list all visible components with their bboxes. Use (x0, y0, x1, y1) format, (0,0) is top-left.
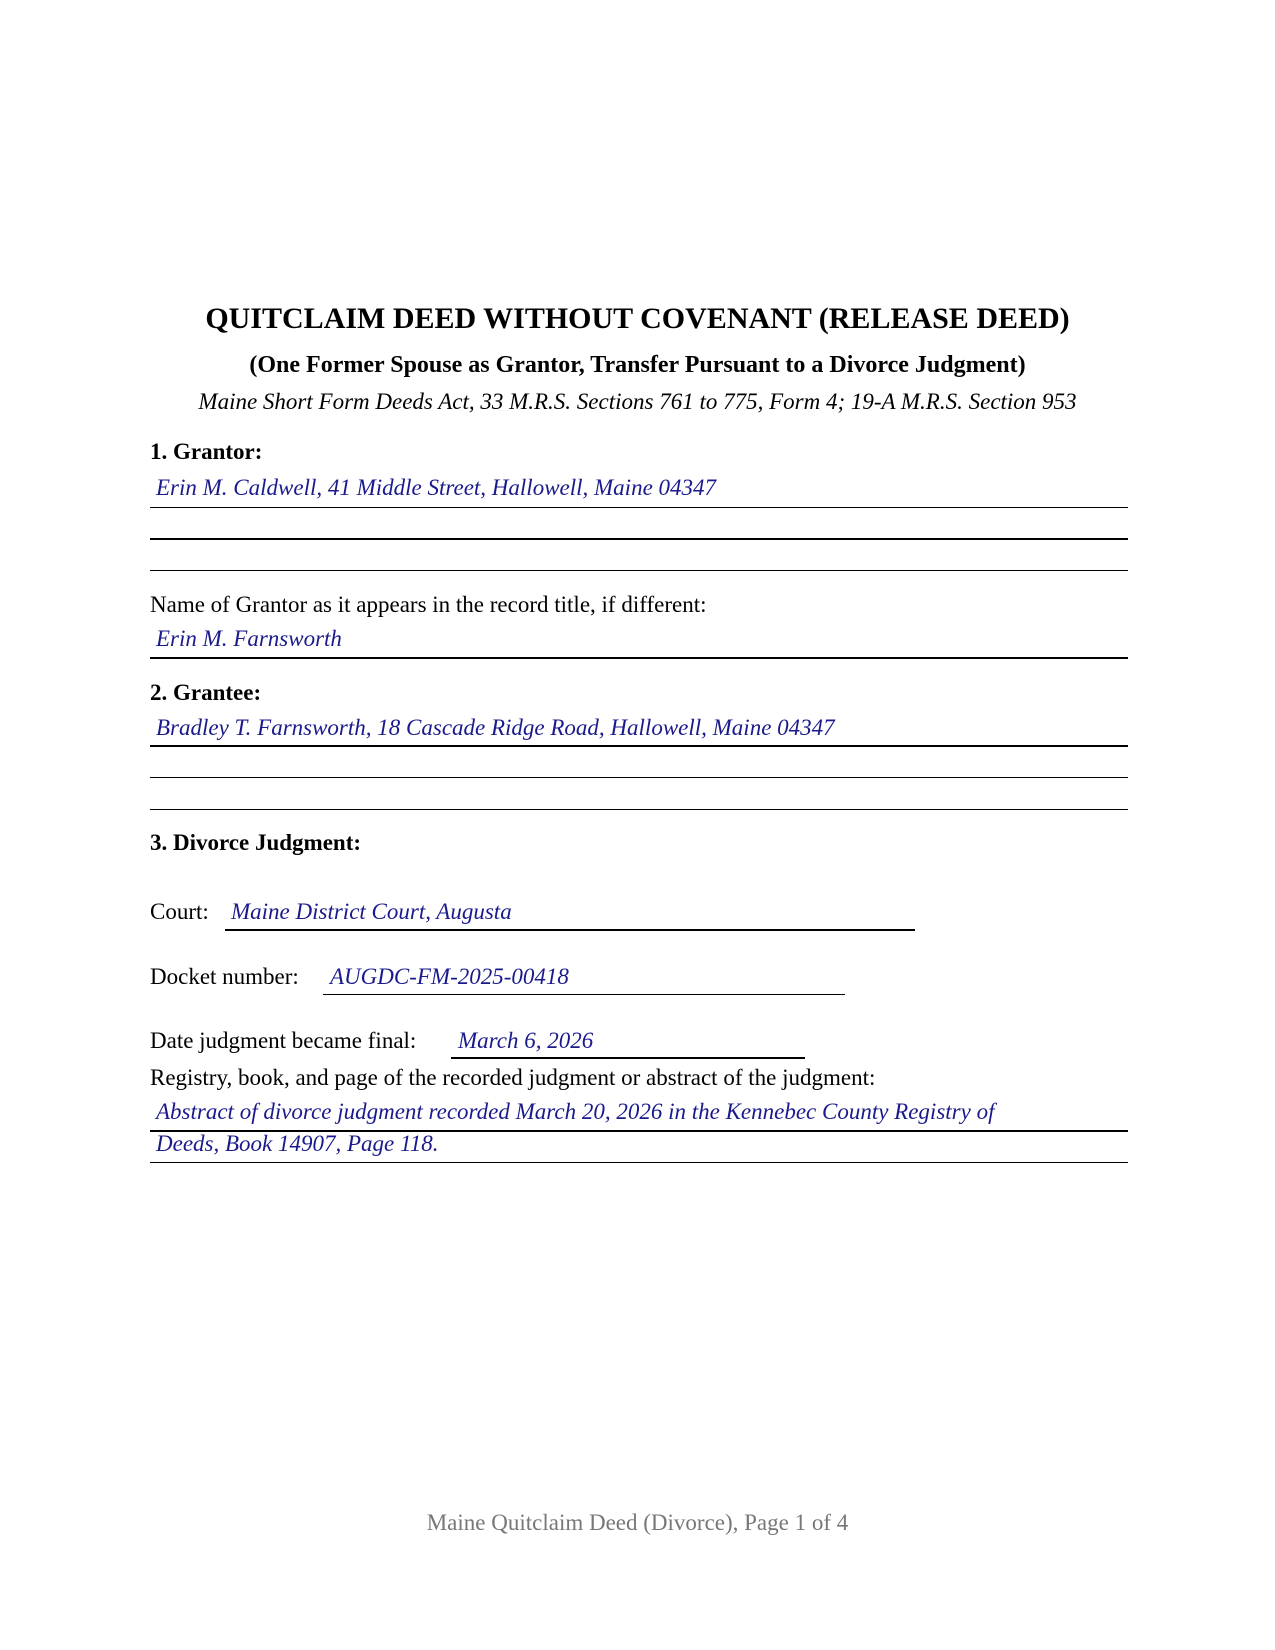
grantor-field[interactable]: Erin M. Caldwell, 41 Middle Street, Hallowell, Maine 04347 (156, 475, 717, 500)
grantee-heading: 2. Grantee: (150, 680, 262, 705)
grantor-heading: 1. Grantor: (150, 439, 263, 464)
document-subtitle: (One Former Spouse as Grantor, Transfer Pursuant to a Divorce Judgment) (249, 352, 1026, 378)
document-title: QUITCLAIM DEED WITHOUT COVENANT (RELEASE DEED) (205, 302, 1070, 335)
registry-line-2 (150, 1162, 1128, 1163)
statute-citation: Maine Short Form Deeds Act, 33 M.R.S. Sections 761 to 775, Form 4; 19-A M.R.S. Section 953 (198, 389, 1077, 414)
date-final-line (451, 1057, 805, 1059)
grantee-line-3 (150, 809, 1128, 810)
grantor-record-name-line (150, 657, 1128, 659)
court-label: Court: (150, 899, 209, 924)
registry-field-line-2[interactable]: Deeds, Book 14907, Page 118. (156, 1131, 439, 1156)
grantee-line-2 (150, 777, 1128, 778)
court-line (225, 929, 915, 931)
grantor-line-1 (150, 507, 1128, 508)
docket-number-label: Docket number: (150, 964, 299, 989)
divorce-judgment-heading: 3. Divorce Judgment: (150, 830, 362, 855)
date-final-field[interactable]: March 6, 2026 (458, 1028, 594, 1053)
docket-number-line (323, 994, 845, 995)
registry-field-line-1[interactable]: Abstract of divorce judgment recorded March 20, 2026 in the Kennebec County Registry of (156, 1099, 995, 1124)
grantor-line-2 (150, 538, 1128, 540)
grantor-line-3 (150, 570, 1128, 571)
page-footer: Maine Quitclaim Deed (Divorce), Page 1 of 4 (426, 1510, 849, 1535)
date-final-label: Date judgment became final: (150, 1028, 417, 1053)
docket-number-field[interactable]: AUGDC-FM-2025-00418 (330, 964, 569, 989)
grantee-line-1 (150, 745, 1128, 747)
grantor-record-name-field[interactable]: Erin M. Farnsworth (156, 626, 342, 651)
registry-label: Registry, book, and page of the recorded judgment or abstract of the judgment: (150, 1065, 876, 1090)
grantee-field[interactable]: Bradley T. Farnsworth, 18 Cascade Ridge Road, Hallowell, Maine 04347 (156, 715, 835, 740)
court-field[interactable]: Maine District Court, Augusta (231, 899, 512, 924)
grantor-record-name-label: Name of Grantor as it appears in the record title, if different: (150, 592, 707, 617)
